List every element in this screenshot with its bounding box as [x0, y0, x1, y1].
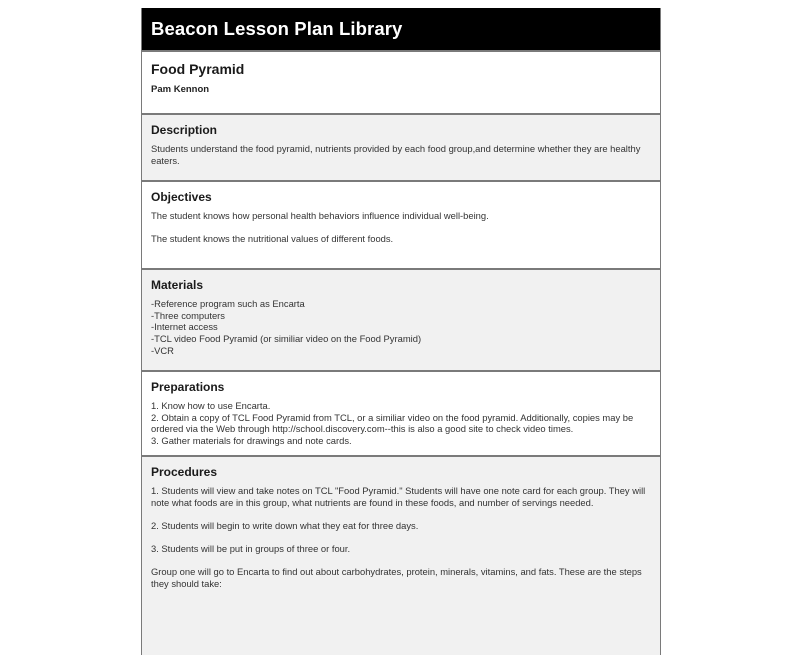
site-banner: [142, 8, 660, 50]
objective-item: The student knows how personal health behaviors influence individual well-being.: [151, 210, 489, 221]
material-item: -Internet access: [151, 321, 218, 333]
procedure-step: 3. Students will be put in groups of three or four.: [151, 543, 351, 555]
lesson-plan-page: [141, 8, 661, 655]
section-heading: Procedures: [151, 465, 218, 479]
lesson-title: Food Pyramid: [151, 61, 245, 77]
procedure-step: 1. Students will view and take notes on TCL "Food Pyramid." Students will have one note card for each group. They will note what foods are in this group, what nutrients are found in these foods, and number of servings needed.: [151, 485, 646, 508]
material-item: -Reference program such as Encarta: [151, 298, 305, 309]
section-heading: Materials: [151, 278, 204, 292]
section-procedures: [142, 455, 660, 655]
section-heading: Preparations: [151, 380, 225, 394]
section-description: [142, 113, 660, 180]
lesson-author: Pam Kennon: [151, 84, 210, 95]
material-item: -TCL video Food Pyramid (or similiar video on the Food Pyramid): [151, 333, 422, 345]
site-title: Beacon Lesson Plan Library: [151, 18, 403, 39]
objective-item: The student knows the nutritional values of different foods.: [151, 233, 394, 245]
material-item: -Three computers: [151, 309, 225, 321]
section-heading: Description: [151, 123, 218, 137]
lesson-header: [142, 50, 660, 113]
preparation-item: 3. Gather materials for drawings and note cards.: [151, 435, 352, 447]
section-materials: [142, 268, 660, 370]
preparation-item: 1. Know how to use Encarta.: [151, 400, 271, 411]
procedure-step: Group one will go to Encarta to find out about carbohydrates, protein, minerals, vitamins, and fats. These are the steps they should take:: [151, 566, 642, 590]
section-heading: Objectives: [151, 190, 212, 204]
section-preparations: [142, 370, 660, 455]
procedure-step: 2. Students will begin to write down what they eat for three days.: [151, 519, 419, 531]
preparation-item: 2. Obtain a copy of TCL Food Pyramid from TCL, or a similiar video on the food pyramid. Additionally, copies may be ordered via the Web through http://school.discovery.com--this is also a good site to check video times.: [151, 411, 634, 435]
section-objectives: [142, 180, 660, 268]
description-text: Students understand the food pyramid, nutrients provided by each food group,and determine whether they are healthy eaters.: [151, 143, 641, 166]
material-item: -VCR: [151, 344, 174, 356]
